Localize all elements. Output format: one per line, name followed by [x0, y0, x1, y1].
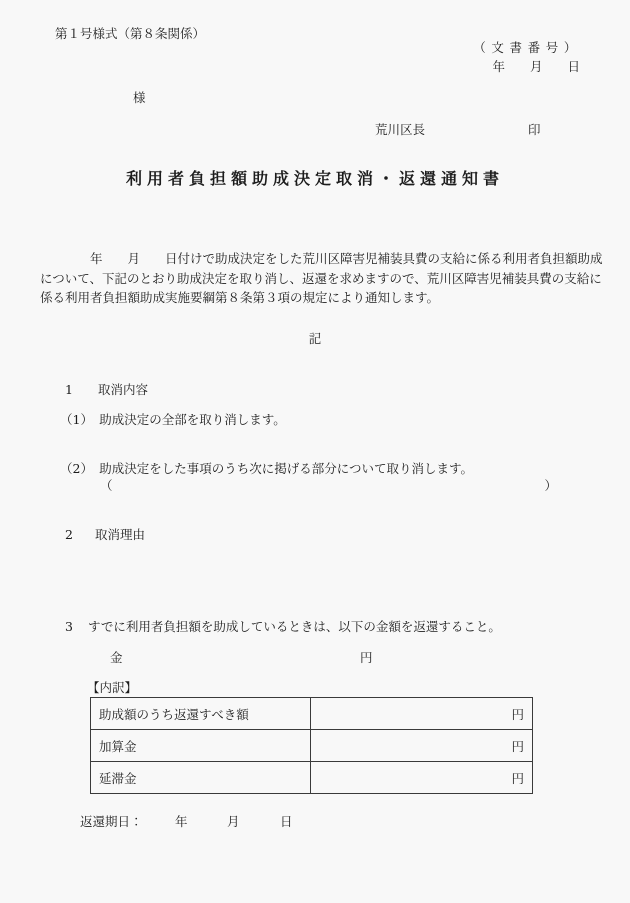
notice-body-marker: 記 [308, 331, 322, 346]
body-line: 係る利用者負担額助成実施要綱第８条第３項の規定により通知します。 [40, 290, 440, 305]
table-row [91, 698, 533, 730]
paren-close: ） [544, 478, 557, 493]
body-line: 年 月 日付けで助成決定をした荒川区障害児補装具費の支給に係る利用者負担額助成 [40, 251, 603, 266]
row-label: 助成額のうち返還すべき額 [91, 698, 311, 730]
table-row [91, 730, 533, 762]
section-1-heading [65, 380, 148, 398]
amount-unit: 円 [360, 650, 373, 665]
section-2-heading [65, 525, 145, 543]
breakdown-label: 【内訳】 [87, 680, 138, 695]
refund-deadline-label: 返還期日： [80, 814, 143, 829]
row-amount-unit: 円 [311, 762, 533, 794]
document-number-placeholder: （文書番号） [473, 40, 582, 55]
section-2-title: 取消理由 [95, 527, 146, 542]
row-amount-unit: 円 [311, 698, 533, 730]
issue-date-placeholder: 年 月 日 [492, 59, 580, 74]
recipient-name-suffix: 様 [133, 90, 146, 105]
cancel-all-item: （1） 助成決定の全部を取り消します。 [60, 412, 286, 427]
section-3-title: すでに利用者負担額を助成しているときは、以下の金額を返還すること。 [88, 619, 501, 634]
row-amount-unit: 円 [311, 730, 533, 762]
body-line: について、下記のとおり助成決定を取り消し、返還を求めますので、荒川区障害児補装具費の支給に [40, 270, 602, 286]
amount-label: 金 [110, 650, 123, 665]
partial-detail-blank [100, 476, 557, 494]
refund-deadline-year: 年 [175, 814, 188, 829]
document-title: 利用者負担額助成決定取消・返還通知書 [125, 169, 504, 188]
paren-open: （ [100, 478, 113, 493]
section-1-number: 1 [65, 382, 73, 397]
section-3-heading [65, 617, 501, 635]
section-3-number: 3 [65, 619, 73, 634]
body-paragraph [40, 249, 603, 308]
sender-title: 荒川区長 [375, 122, 426, 137]
refund-deadline-day: 日 [280, 814, 293, 829]
row-label: 延滞金 [91, 762, 311, 794]
table-row [91, 762, 533, 794]
breakdown-table [90, 697, 533, 794]
section-2-number: 2 [65, 527, 73, 542]
refund-deadline-month: 月 [227, 814, 240, 829]
section-1-title: 取消内容 [98, 382, 149, 397]
row-label: 加算金 [91, 730, 311, 762]
cancel-partial-item: （2） 助成決定をした事項のうち次に掲げる部分について取り消します。 [60, 461, 473, 476]
seal-mark: 印 [528, 122, 541, 137]
form-number: 第１号様式（第８条関係） [55, 26, 206, 41]
